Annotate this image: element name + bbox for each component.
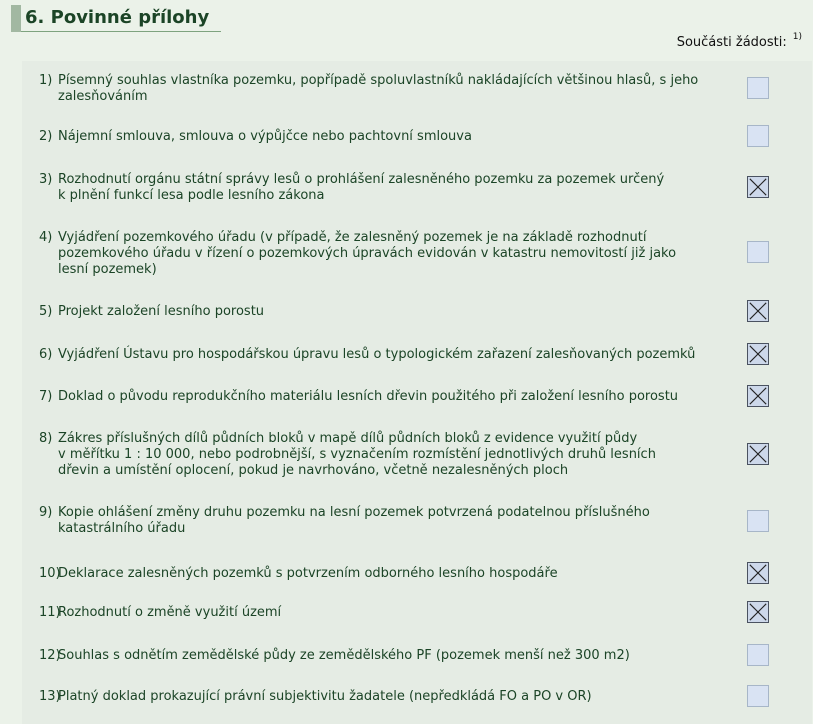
attachment-number: 5) [39,304,53,319]
x-mark-icon [748,177,768,197]
attachment-text-line: katastrálního úřadu [58,521,186,536]
attachment-label [39,389,729,405]
attachment-checkbox[interactable] [747,77,769,99]
column-header-footnote: 1) [792,32,802,42]
attachment-checkbox[interactable] [747,300,769,322]
attachment-label [39,505,729,537]
x-mark-icon [748,602,768,622]
attachment-checkbox[interactable] [747,601,769,623]
attachment-checkbox[interactable] [747,241,769,263]
attachment-text-line: Kopie ohlášení změny druhu pozemku na lesní pozemek potvrzená podatelnou příslušného [58,505,650,520]
attachment-checkbox[interactable] [747,510,769,532]
attachment-text-line: Zákres příslušných dílů půdních bloků v mapě dílů půdních bloků z evidence využití půdy [58,431,638,446]
attachment-checkbox[interactable] [747,343,769,365]
attachment-number: 13) [39,689,61,704]
attachment-text-line: Souhlas s odnětím zemědělské půdy ze zemědělského PF (pozemek menší než 300 m2) [58,648,630,663]
attachment-checkbox[interactable] [747,385,769,407]
section-header [11,5,221,32]
x-mark-icon [748,444,768,464]
attachment-checkbox[interactable] [747,562,769,584]
attachment-text-line: Vyjádření pozemkového úřadu (v případě, že zalesněný pozemek je na základě rozhodnutí [58,230,647,245]
attachment-label [39,129,729,145]
attachment-text-line: Rozhodnutí orgánu státní správy lesů o prohlášení zalesněného pozemku za pozemek určený [58,172,665,187]
attachment-text-line: Doklad o původu reprodukčního materiálu lesních dřevin použitého při založení lesního porostu [58,389,679,404]
x-mark-icon [748,344,768,364]
attachment-text-line: k plnění funkcí lesa podle lesního zákona [58,188,325,203]
attachment-label [39,689,729,705]
attachment-text-line: Písemný souhlas vlastníka pozemku, popřípadě spoluvlastníků nakládajících většinou hlasů, s jeho [58,73,699,88]
attachment-text-line: Projekt založení lesního porostu [58,304,265,319]
attachment-text-line: lesní pozemek) [58,262,157,277]
attachment-number: 9) [39,505,53,520]
attachment-text-line: Platný doklad prokazující právní subjektivitu žadatele (nepředkládá FO a PO v OR) [58,689,592,704]
attachment-checkbox[interactable] [747,176,769,198]
attachment-checkbox[interactable] [747,644,769,666]
attachment-checkbox[interactable] [747,443,769,465]
column-header [677,32,802,50]
attachment-label [39,347,729,363]
attachment-checkbox[interactable] [747,685,769,707]
attachment-text-line: pozemkového úřadu v řízení o pozemkových úpravách evidován v katastru nemovitostí již jako [58,246,677,261]
attachment-label [39,605,729,621]
attachment-text-line: dřevin a umístění oplocení, pokud je navrhováno, včetně nezalesněných ploch [58,463,569,478]
attachment-text-line: Vyjádření Ústavu pro hospodářskou úpravu lesů o typologickém zařazení zalesňovaných pozemků [58,347,696,362]
attachment-label [39,304,729,320]
x-mark-icon [748,563,768,583]
attachment-number: 8) [39,431,53,446]
attachment-number: 1) [39,73,53,88]
attachment-label [39,172,729,204]
section-header-bar [11,5,21,32]
section-title: 6. Povinné přílohy [25,7,210,28]
attachment-text-line: v měřítku 1 : 10 000, nebo podrobnější, s vyznačením rozmístění jednotlivých druhů lesních [58,447,656,462]
attachment-label [39,73,729,105]
attachment-label [39,566,729,582]
attachment-text-line: Rozhodnutí o změně využití území [58,605,282,620]
attachment-text-line: Nájemní smlouva, smlouva o výpůjčce nebo pachtovní smlouva [58,129,472,144]
attachment-label [39,648,729,664]
attachment-checkbox[interactable] [747,125,769,147]
attachment-number: 12) [39,648,61,663]
attachment-text-line: Deklarace zalesněných pozemků s potvrzením odborného lesního hospodáře [58,566,558,581]
x-mark-icon [748,386,768,406]
x-mark-icon [748,301,768,321]
attachment-number: 6) [39,347,53,362]
attachment-label [39,431,729,479]
attachment-number: 11) [39,605,61,620]
attachment-text-line: zalesňováním [58,89,148,104]
attachment-label [39,230,729,278]
attachment-number: 3) [39,172,53,187]
column-header-label: Součásti žádosti: [676,35,787,50]
attachment-number: 7) [39,389,53,404]
attachment-number: 2) [39,129,53,144]
attachment-number: 4) [39,230,53,245]
attachment-number: 10) [39,566,61,581]
